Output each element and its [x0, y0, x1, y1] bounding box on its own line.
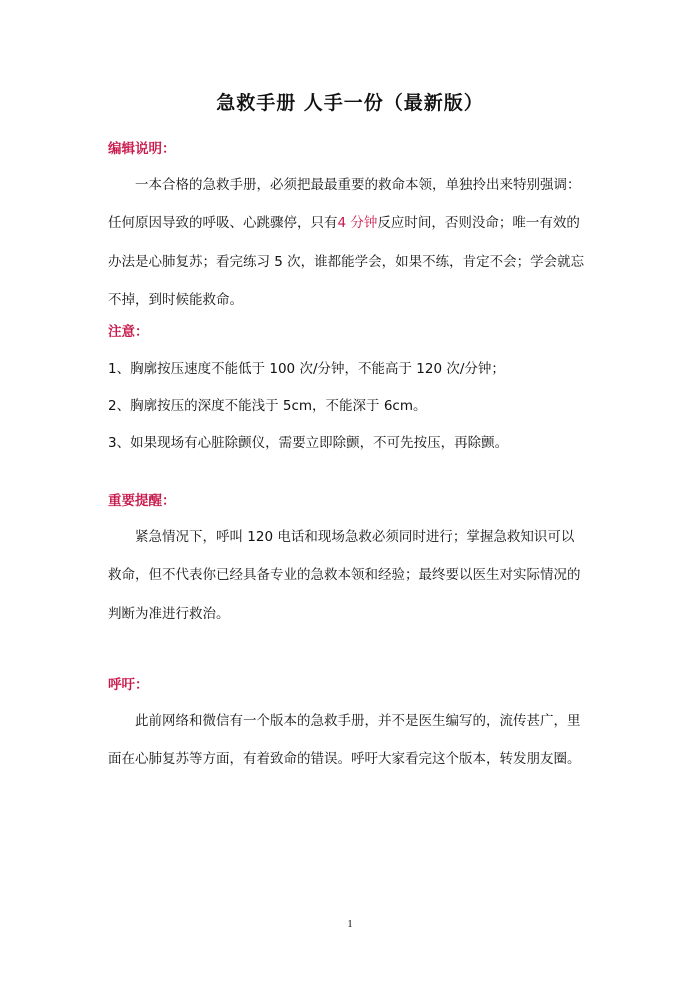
appeal-line-2: 面在心肺复苏等方面，有着致命的错误。呼吁大家看完这个版本，转发朋友圈。	[108, 751, 581, 768]
page-number: 1	[347, 918, 353, 930]
reminder-line-2: 救命，但不代表你已经具备专业的急救本领和经验；最终要以医生对实际情况的	[108, 567, 581, 584]
editor-note-line-4: 不掉，到时候能救命。	[108, 291, 243, 308]
reminder-heading: 重要提醒：	[108, 493, 176, 509]
attention-item-2: 2、胸廓按压的深度不能浅于 5cm，不能深于 6cm。	[108, 398, 427, 414]
attention-item-3: 3、如果现场有心脏除颤仪，需要立即除颤，不可先按压，再除颤。	[108, 435, 509, 451]
reminder-line-3: 判断为准进行救治。	[108, 605, 230, 622]
editor-note-line-2-start: 任何原因导致的呼吸、心跳骤停，只有	[108, 215, 338, 232]
document-title: 急救手册 人手一份（最新版）	[216, 92, 484, 114]
editor-note-line-2-end: 反应时间，否则没命；唯一有效的	[377, 215, 580, 232]
appeal-paragraph	[108, 702, 600, 779]
editor-note-paragraph	[108, 166, 600, 319]
attention-heading: 注意：	[108, 324, 149, 340]
editor-note-line-3: 办法是心肺复苏；看完练习 5 次，谁都能学会，如果不练，肯定不会；学会就忘	[108, 253, 585, 270]
editor-note-heading: 编辑说明：	[108, 141, 176, 157]
reminder-line-1: 紧急情况下，呼叫 120 电话和现场急救必须同时进行；掌握急救知识可以	[135, 529, 575, 545]
editor-note-line-1: 一本合格的急救手册，必须把最最重要的救命本领，单独拎出来特别强调：	[135, 177, 581, 193]
appeal-heading: 呼吁：	[108, 677, 149, 693]
four-minutes-highlight: 4 分钟	[337, 215, 378, 232]
editor-note-line-2	[108, 204, 600, 242]
reminder-paragraph	[108, 518, 600, 633]
attention-item-1: 1、胸廓按压速度不能低于 100 次/分钟，不能高于 120 次/分钟；	[108, 361, 505, 377]
appeal-line-1: 此前网络和微信有一个版本的急救手册，并不是医生编写的，流传甚广，里	[135, 713, 581, 729]
